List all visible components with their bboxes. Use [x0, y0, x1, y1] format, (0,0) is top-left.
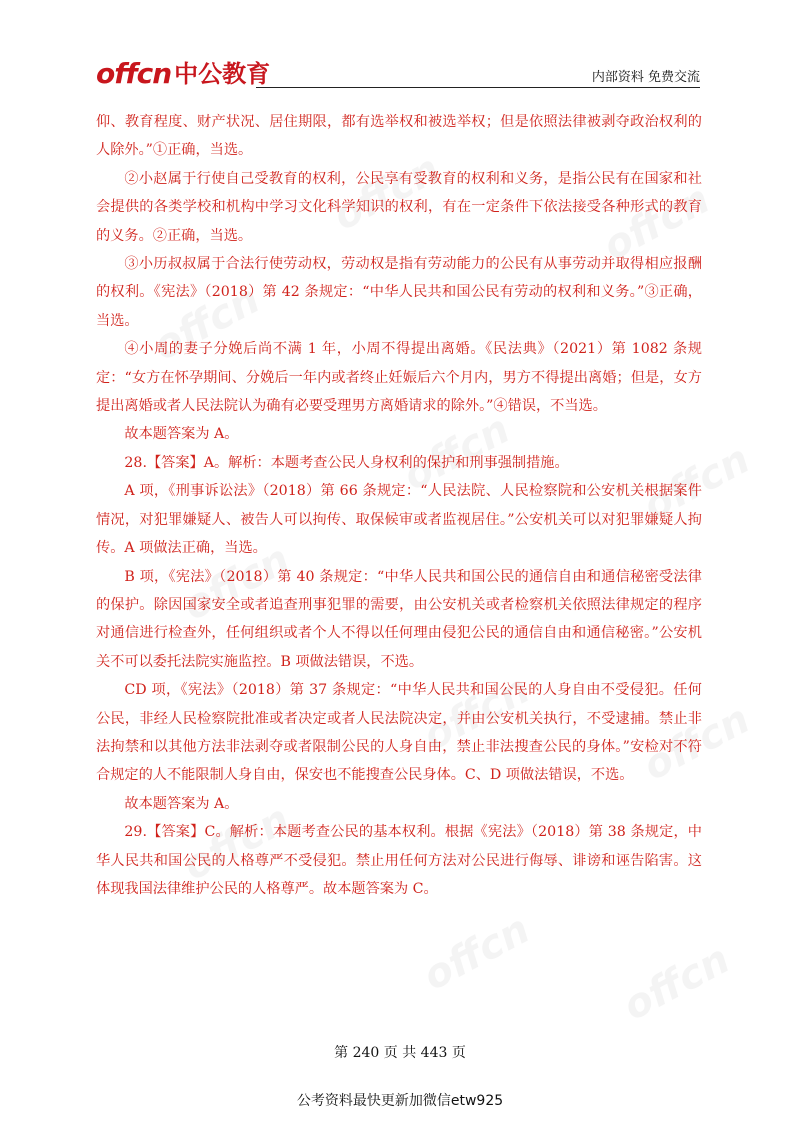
header-right-text: 内部资料 免费交流	[591, 70, 700, 85]
paragraph: 故本题答案为 A。	[124, 795, 239, 812]
document-body	[96, 108, 702, 903]
paragraph: 故本题答案为 A。	[124, 426, 239, 443]
paragraph: 仰、教育程度、财产状况、居住期限，都有选举权和被选举权；但是依照法律被剥夺政治权利的人除外。”①正确，当选。	[96, 114, 702, 159]
paragraph: CD 项，《宪法》（2018）第 37 条规定：“中华人民共和国公民的人身自由不受侵犯。任何公民，非经人民检察院批准或者决定或者人民法院决定，并由公安机关执行，不受逮捕。禁止非法拘禁和以其他方法非法剥夺或者限制公民的人身自由，禁止非法搜查公民的身体。”安检对不符合规定的人不能限制人身自由，保安也不能搜查公民身体。C、D 项做法错误，不选。	[96, 682, 702, 784]
header-divider	[256, 87, 700, 88]
paragraph: ②小赵属于行使自己受教育的权利，公民享有受教育的权利和义务，是指公民有在国家和社会提供的各类学校和机构中学习文化科学知识的权利，有在一定条件下依法接受各种形式的教育的义务。②正确，当选。	[96, 170, 702, 244]
paragraph: 28.【答案】A。解析：本题考查公民人身权利的保护和刑事强制措施。	[124, 454, 569, 471]
logo-chinese-text: 中公教育	[174, 60, 271, 88]
watermark	[416, 906, 537, 1000]
watermark	[616, 936, 737, 1030]
paragraph: A 项，《刑事诉讼法》（2018）第 66 条规定：“人民法院、人民检察院和公安机关根据案件情况，对犯罪嫌疑人、被告人可以拘传、取保候审或者监视居住。”公安机关可以对犯罪嫌疑人拘传。A 项做法正确，当选。	[96, 483, 702, 557]
logo-latin-text: offcn	[96, 57, 172, 90]
page-header	[96, 56, 700, 90]
paragraph: ③小历叔叔属于合法行使劳动权，劳动权是指有劳动能力的公民有从事劳动并取得相应报酬的权利。《宪法》（2018）第 42 条规定：“中华人民共和国公民有劳动的权利和义务。”③正确，当选。	[96, 256, 702, 329]
offcn-logo	[96, 56, 270, 88]
page-number: 第 240 页 共 443 页	[334, 1045, 466, 1061]
paragraph: ④小周的妻子分娩后尚不满 1 年，小周不得提出离婚。《民法典》（2021）第 1082 条规定：“女方在怀孕期间、分娩后一年内或者终止妊娠后六个月内，男方不得提出离婚；但是，女方提出离婚或者人民法院认为确有必要受理男方离婚请求的除外。”④错误，不当选。	[96, 341, 702, 415]
paragraph: 29.【答案】C。解析：本题考查公民的基本权利。根据《宪法》（2018）第 38 条规定，中华人民共和国公民的人格尊严不受侵犯。禁止用任何方法对公民进行侮辱、诽谤和诬告陷害。这体现我国法律维护公民的人格尊严。故本题答案为 C。	[96, 824, 702, 897]
paragraph: B 项，《宪法》（2018）第 40 条规定：“中华人民共和国公民的通信自由和通信秘密受法律的保护。除因国家安全或者追查刑事犯罪的需要，由公安机关或者检察机关依照法律规定的程序对通信进行检查外，任何组织或者个人不得以任何理由侵犯公民的通信自由和通信秘密。”公安机关不可以委托法院实施监控。B 项做法错误，不选。	[96, 568, 702, 670]
footer-note: 公考资料最快更新加微信etw925	[296, 1093, 504, 1109]
